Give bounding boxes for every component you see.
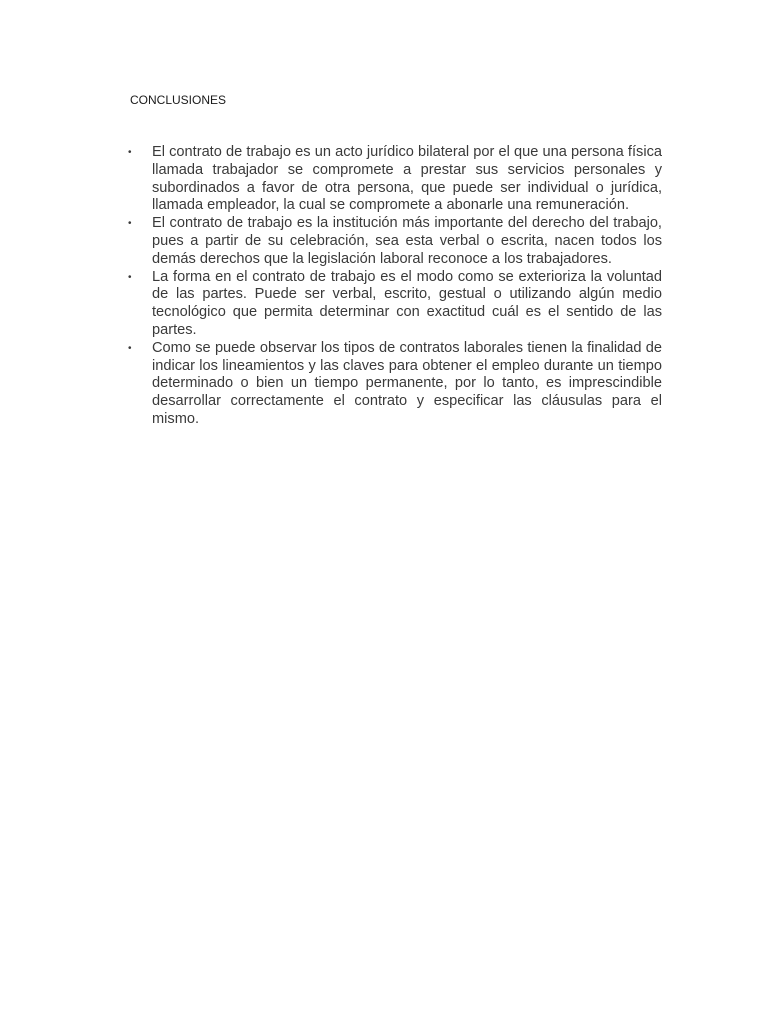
list-item xyxy=(126,215,662,268)
list-item xyxy=(126,269,662,340)
list-item-text: El contrato de trabajo es un acto jurídico bilateral por el que una persona física llamada trabajador se compromete a prestar sus servicios personales y subordinados a favor de otra persona, que puede ser individual o jurídica, llamada empleador, la cual se compromete a abonarle una remuneración. xyxy=(152,144,662,214)
page-title: CONCLUSIONES xyxy=(130,93,227,107)
list-item-text: La forma en el contrato de trabajo es el modo como se exterioriza la voluntad de las partes. Puede ser verbal, escrito, gestual o utilizando algún medio tecnológico que permita determinar con exactitud cuál es el sentido de las partes. xyxy=(152,268,662,338)
list-item xyxy=(126,340,662,429)
list-item xyxy=(126,144,662,215)
bullet-icon: • xyxy=(128,147,132,158)
list-item-text: Como se puede observar los tipos de contratos laborales tienen la finalidad de indicar los lineamientos y las claves para obtener el empleo durante un tiempo determinado o bien un tiempo permanente, por lo tanto, es imprescindible desarrollar correctamente el contrato y especificar las cláusulas para el mismo. xyxy=(152,339,662,427)
conclusions-list xyxy=(126,144,662,429)
bullet-icon: • xyxy=(128,271,132,283)
list-item-text: El contrato de trabajo es la institución más importante del derecho del trabajo, pues a partir de su celebración, sea esta verbal o escrita, nacen todos los demás derechos que la legislación laboral reconoce a los trabajadores. xyxy=(152,215,662,267)
bullet-icon: • xyxy=(128,342,132,354)
bullet-icon: • xyxy=(128,218,132,230)
